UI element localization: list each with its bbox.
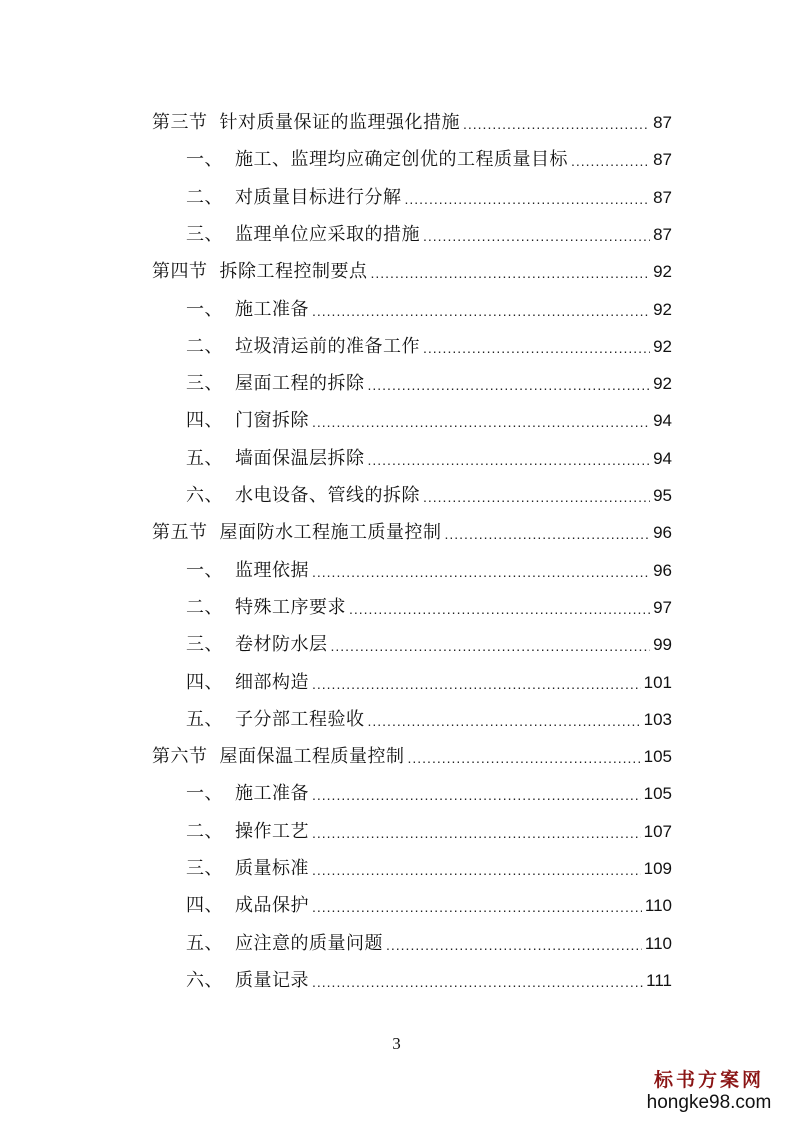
toc-entry-page: 95: [653, 486, 672, 505]
toc-entry[interactable]: [186, 291, 672, 321]
toc-entry-page: 96: [653, 523, 672, 543]
toc-entry-page: 92: [653, 336, 672, 356]
toc-entry-number: 二、: [186, 596, 223, 618]
toc-entry-number: 六、: [186, 485, 223, 506]
toc-entry[interactable]: [186, 925, 672, 955]
toc-entry[interactable]: [186, 328, 672, 358]
toc-entry-title: 针对质量保证的监理强化措施: [219, 112, 460, 133]
toc-entry-number: 三、: [186, 223, 223, 245]
toc-entry-title: 质量记录: [235, 969, 309, 991]
toc-entry-number: 第四节: [152, 261, 208, 283]
toc-entry-page: 87: [653, 224, 672, 244]
toc-entry-page: 92: [653, 262, 672, 282]
toc-entry-title: 施工准备: [235, 298, 309, 320]
toc-entry-page: 97: [653, 597, 672, 617]
dot-leader: [423, 490, 650, 504]
toc-entry[interactable]: [186, 813, 672, 843]
toc-entry-number: 第三节: [152, 112, 208, 133]
dot-leader: [312, 863, 641, 877]
dot-leader: [312, 788, 641, 802]
toc-entry[interactable]: [186, 552, 672, 582]
toc-entry-title: 质量标准: [235, 858, 309, 879]
toc-entry-number: 二、: [186, 186, 223, 208]
toc-entry-page: 92: [653, 374, 672, 394]
toc-entry-title: 水电设备、管线的拆除: [235, 485, 420, 506]
toc-entry-number: 四、: [186, 671, 223, 693]
toc-entry-title: 屋面防水工程施工质量控制: [219, 522, 442, 544]
dot-leader: [312, 565, 650, 579]
toc-entry-number: 三、: [186, 373, 223, 395]
page-number: 3: [392, 1034, 401, 1053]
dot-leader: [368, 453, 651, 467]
toc-entry-number: 五、: [186, 932, 223, 954]
toc-entry[interactable]: [152, 104, 672, 134]
toc-entry[interactable]: [186, 179, 672, 209]
toc-entry-page: 107: [643, 821, 672, 841]
toc-entry[interactable]: [186, 141, 672, 171]
toc-entry-number: 六、: [186, 969, 223, 991]
toc-entry[interactable]: [186, 365, 672, 395]
dot-leader: [312, 677, 641, 691]
dot-leader: [331, 639, 651, 653]
toc-entry-title: 墙面保温层拆除: [235, 447, 365, 469]
toc-entry-title: 成品保护: [235, 895, 309, 917]
toc-entry-page: 110: [644, 896, 672, 916]
toc-entry[interactable]: [186, 701, 672, 731]
toc-entry-page: 109: [643, 859, 672, 878]
toc-entry-page: 96: [653, 560, 672, 580]
toc-entry-number: 三、: [186, 858, 223, 879]
toc-entry[interactable]: [152, 514, 672, 544]
toc-entry-page: 111: [646, 970, 672, 990]
toc-entry-page: 94: [653, 448, 672, 468]
toc-entry-title: 操作工艺: [235, 820, 309, 842]
toc-entry-page: 103: [643, 709, 672, 729]
toc-entry-page: 87: [653, 113, 672, 132]
toc-entry-title: 对质量目标进行分解: [235, 186, 402, 208]
toc-entry-number: 三、: [186, 634, 223, 656]
watermark-url: hongke98.com: [646, 1092, 772, 1113]
toc-entry-page: 99: [653, 635, 672, 655]
toc-entry-number: 一、: [186, 149, 223, 171]
toc-entry[interactable]: [152, 253, 672, 283]
toc-entry-title: 屋面工程的拆除: [235, 373, 365, 395]
toc-entry-page: 94: [653, 411, 672, 431]
toc-entry[interactable]: [186, 887, 672, 917]
dot-leader: [386, 938, 642, 952]
toc-entry[interactable]: [186, 589, 672, 619]
toc-entry-number: 五、: [186, 708, 223, 730]
dot-leader: [312, 975, 643, 989]
toc-entry-page: 87: [653, 150, 672, 170]
dot-leader: [405, 192, 651, 206]
dot-leader: [312, 304, 650, 318]
toc-entry-title: 子分部工程验收: [235, 708, 365, 730]
toc-entry-number: 四、: [186, 410, 223, 432]
toc-entry-title: 施工准备: [235, 783, 309, 805]
watermark: [639, 1065, 779, 1114]
toc-entry-page: 92: [653, 299, 672, 319]
toc-entry-number: 四、: [186, 895, 223, 917]
toc-entry-number: 二、: [186, 335, 223, 357]
toc-entry-page: 105: [643, 784, 672, 804]
toc-entry-title: 应注意的质量问题: [235, 932, 383, 954]
dot-leader: [312, 900, 642, 914]
dot-leader: [349, 602, 650, 616]
dot-leader: [368, 378, 651, 392]
toc-entry-title: 门窗拆除: [235, 410, 309, 432]
toc-entry-title: 特殊工序要求: [235, 596, 346, 618]
toc-entry[interactable]: [186, 216, 672, 246]
dot-leader: [423, 341, 650, 355]
dot-leader: [312, 415, 650, 429]
toc-entry-page: 105: [643, 747, 672, 767]
dot-leader: [571, 154, 650, 168]
toc-entry-title: 屋面保温工程质量控制: [219, 746, 405, 768]
toc-entry[interactable]: [186, 402, 672, 432]
toc-entry-number: 二、: [186, 820, 223, 842]
toc-entry[interactable]: [152, 738, 672, 768]
toc-entry-number: 一、: [186, 298, 223, 320]
toc-entry[interactable]: [186, 664, 672, 694]
toc-entry-title: 监理单位应采取的措施: [235, 223, 420, 245]
toc-entry[interactable]: [186, 775, 672, 805]
toc-entry-page: 110: [644, 933, 672, 953]
toc-entry-number: 一、: [186, 783, 223, 805]
dot-leader: [423, 229, 650, 243]
dot-leader: [408, 751, 641, 765]
dot-leader: [463, 117, 650, 131]
toc-entry-title: 施工、监理均应确定创优的工程质量目标: [235, 149, 568, 171]
toc-entry-title: 垃圾清运前的准备工作: [235, 335, 420, 357]
toc-entry[interactable]: [186, 477, 672, 507]
dot-leader: [368, 714, 641, 728]
watermark-brand: 标书方案网: [653, 1069, 764, 1091]
toc-entry-title: 拆除工程控制要点: [219, 261, 368, 283]
dot-leader: [371, 266, 651, 280]
dot-leader: [445, 527, 651, 541]
toc-entry[interactable]: [186, 626, 672, 656]
toc-entry-title: 细部构造: [235, 671, 309, 693]
toc-entry-page: 101: [643, 672, 672, 692]
toc-entry[interactable]: [186, 850, 672, 880]
toc-entry-number: 第五节: [152, 522, 208, 544]
toc-entry[interactable]: [186, 440, 672, 470]
toc-entry-number: 第六节: [152, 746, 208, 768]
toc-entry-number: 一、: [186, 559, 223, 581]
toc-entry[interactable]: [186, 962, 672, 992]
toc-entry-page: 87: [653, 187, 672, 207]
toc-entry-title: 卷材防水层: [235, 634, 328, 656]
toc-entry-title: 监理依据: [235, 559, 309, 581]
toc-entry-number: 五、: [186, 447, 223, 469]
dot-leader: [312, 826, 641, 840]
